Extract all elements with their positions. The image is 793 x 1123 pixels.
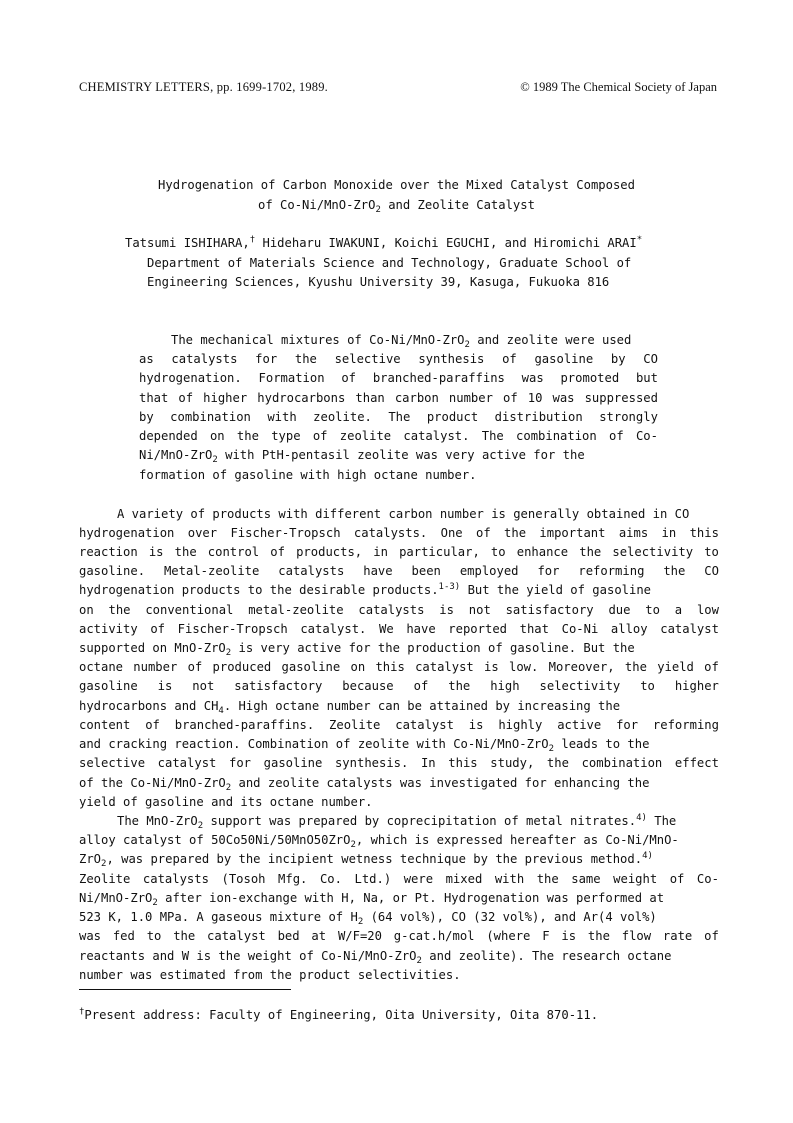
body-line: reactants and W is the weight of Co-Ni/MnO-ZrO$_2$ and zeolite). The research octane (79, 949, 672, 966)
abstract-line: formation of gasoline with high octane number. (139, 468, 477, 482)
author-list: Tatsumi ISHIHARA,† Hideharu IWAKUNI, Koichi EGUCHI, and Hiromichi ARAI* (125, 235, 643, 250)
body-line: Ni/MnO-ZrO$_2$ after ion-exchange with H, Na, or Pt. Hydrogenation was performed at (79, 891, 665, 908)
journal-header: CHEMISTRY LETTERS, pp. 1699-1702, 1989. (79, 80, 329, 94)
body-line: reaction is the control of products, in particular, to enhance the selectivity to (79, 545, 719, 559)
abstract-line: depended on the type of zeolite catalyst. The combination of Co- (139, 429, 658, 443)
body-line: alloy catalyst of 50Co50Ni/50MnO50ZrO$_2$, which is expressed hereafter as Co-Ni/MnO- (79, 833, 679, 850)
reference-mark: 4) (642, 851, 653, 861)
body-line: ZrO$_2$, was prepared by the incipient wetness technique by the previous method.$^{4)}$ (79, 851, 653, 869)
body-line: content of branched-paraffins. Zeolite catalyst is highly active for reforming (79, 718, 719, 732)
affiliation-line-2: Engineering Sciences, Kyushu University 39, Kasuga, Fukuoka 816 (147, 275, 610, 289)
body-line: was fed to the catalyst bed at W/F=20 g-cat.h/mol (where F is the flow rate of (79, 929, 719, 943)
abstract-line: hydrogenation. Formation of branched-paraffins was promoted but (139, 371, 658, 385)
body-line: number was estimated from the product selectivities. (79, 968, 461, 982)
body-line: The MnO-ZrO$_2$ support was prepared by coprecipitation of metal nitrates.$^{4)}$ The (117, 813, 677, 831)
body-line: hydrocarbons and $CH_4$. High octane number can be attained by increasing the (79, 699, 621, 716)
abstract-line: as catalysts for the selective synthesis of gasoline by CO (139, 352, 658, 366)
abstract-line: The mechanical mixtures of Co-Ni/MnO-ZrO$_2$ and zeolite were used (171, 333, 632, 350)
body-line: supported on MnO-ZrO$_2$ is very active for the production of gasoline. But the (79, 641, 635, 658)
body-line: hydrogenation over Fischer-Tropsch catalysts. One of the important aims in this (79, 526, 719, 540)
abstract-line: by combination with zeolite. The product distribution strongly (139, 410, 658, 424)
body-line: selective catalyst for gasoline synthesis. In this study, the combination effect (79, 756, 719, 770)
body-line: gasoline is not satisfactory because of the high selectivity to higher (79, 679, 719, 693)
reference-mark: 4) (636, 813, 647, 823)
body-line: on the conventional metal-zeolite catalysts is not satisfactory due to a low (79, 603, 719, 617)
dagger-mark: † (249, 235, 256, 245)
body-line: Zeolite catalysts (Tosoh Mfg. Co. Ltd.) were mixed with the same weight of Co- (79, 872, 719, 886)
paper-title-line-2: of Co-Ni/MnO-ZrO$_2$ and Zeolite Catalyst (258, 198, 535, 215)
body-line: yield of gasoline and its octane number. (79, 795, 373, 809)
body-line: and cracking reaction. Combination of zeolite with Co-Ni/MnO-ZrO$_2$ leads to the (79, 737, 650, 754)
footnote-rule (79, 989, 291, 990)
body-line: 523 K, 1.0 MPa. A gaseous mixture of $H_2$ (64 vol%), CO (32 vol%), and Ar(4 vol%) (79, 910, 657, 927)
body-line: gasoline. Metal-zeolite catalysts have been employed for reforming the CO (79, 564, 719, 578)
body-line: of the Co-Ni/MnO-ZrO$_2$ and zeolite catalysts was investigated for enhancing the (79, 776, 650, 793)
corresponding-mark: * (636, 235, 643, 245)
footnote: †Present address: Faculty of Engineering, Oita University, Oita 870-11. (79, 1007, 599, 1022)
paper-title-line-1: Hydrogenation of Carbon Monoxide over the Mixed Catalyst Composed (158, 178, 635, 192)
copyright-notice: © 1989 The Chemical Society of Japan (520, 80, 717, 94)
dagger-mark: † (79, 1007, 85, 1017)
affiliation-line-1: Department of Materials Science and Technology, Graduate School of (147, 256, 632, 270)
body-line: hydrogenation products to the desirable products.$^{1-3)}$ But the yield of gasoline (79, 582, 652, 597)
body-line: octane number of produced gasoline on this catalyst is low. Moreover, the yield of (79, 660, 719, 674)
abstract-line: Ni/MnO-ZrO$_2$ with PtH-pentasil zeolite was very active for the (139, 448, 585, 465)
body-line: activity of Fischer-Tropsch catalyst. We have reported that Co-Ni alloy catalyst (79, 622, 719, 636)
body-line: A variety of products with different carbon number is generally obtained in CO (117, 507, 690, 521)
reference-mark: 1-3) (438, 582, 461, 592)
abstract-line: that of higher hydrocarbons than carbon number of 10 was suppressed (139, 391, 658, 405)
